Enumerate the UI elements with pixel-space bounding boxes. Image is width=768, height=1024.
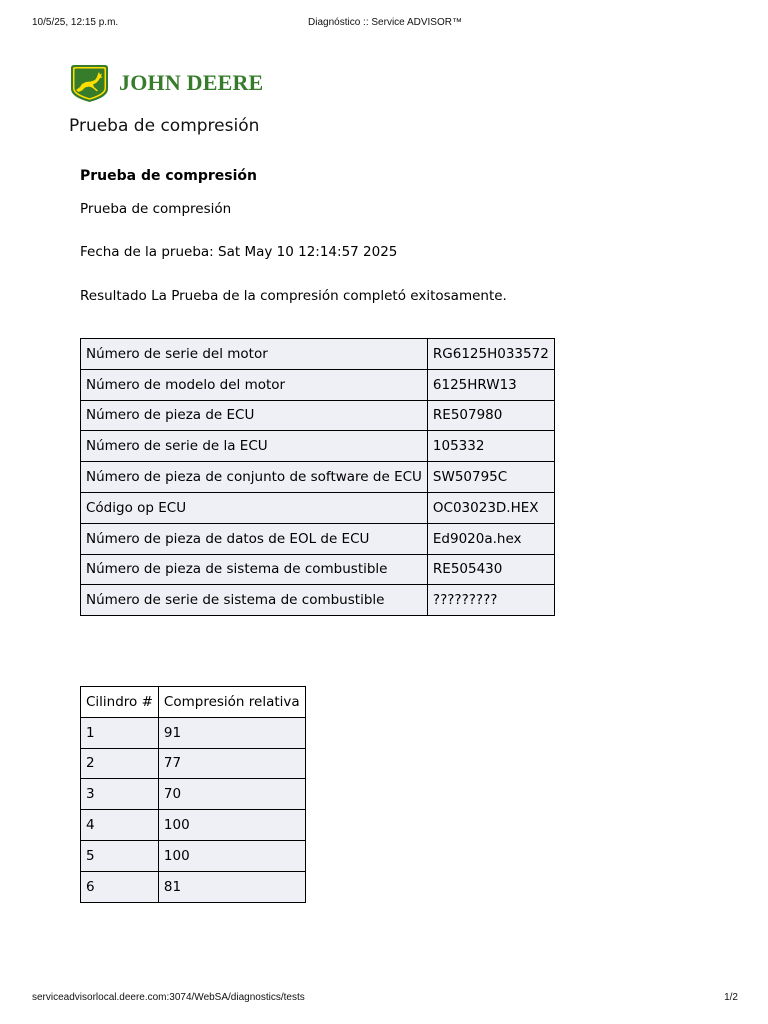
table-row [81, 717, 306, 748]
relative-compression-value: 81 [158, 871, 305, 902]
leaping-deer-icon [69, 65, 110, 102]
info-label: Número de serie del motor [81, 339, 428, 370]
info-value: 105332 [427, 431, 554, 462]
info-label: Número de modelo del motor [81, 369, 428, 400]
table-row [81, 339, 555, 370]
info-label: Número de serie de sistema de combustible [81, 585, 428, 616]
brand-name: JOHN DEERE [119, 70, 264, 95]
print-footer [32, 992, 738, 1006]
info-value: SW50795C [427, 462, 554, 493]
test-name: Prueba de compresión [80, 201, 232, 217]
info-label: Número de serie de la ECU [81, 431, 428, 462]
info-value: RE507980 [427, 400, 554, 431]
table-row [81, 431, 555, 462]
info-value: ????????? [427, 585, 554, 616]
info-value: 6125HRW13 [427, 369, 554, 400]
cylinder-number: 3 [81, 779, 159, 810]
print-header [32, 17, 738, 31]
info-value: RG6125H033572 [427, 339, 554, 370]
print-page-number: 1/2 [724, 992, 738, 1003]
table-row [81, 369, 555, 400]
relative-compression-value: 100 [158, 810, 305, 841]
john-deere-logo [69, 64, 263, 102]
print-datetime: 10/5/25, 12:15 p.m. [32, 17, 119, 28]
print-url: serviceadvisorlocal.deere.com:3074/WebSA/diagnostics/tests [32, 992, 305, 1003]
table-row [81, 492, 555, 523]
table-row [81, 523, 555, 554]
info-label: Número de pieza de datos de EOL de ECU [81, 523, 428, 554]
info-value: OC03023D.HEX [427, 492, 554, 523]
info-label: Número de pieza de conjunto de software de ECU [81, 462, 428, 493]
relative-compression-value: 91 [158, 717, 305, 748]
table-row [81, 554, 555, 585]
test-result: Resultado La Prueba de la compresión completó exitosamente. [80, 288, 507, 304]
cylinder-number: 5 [81, 840, 159, 871]
relative-compression-value: 100 [158, 840, 305, 871]
print-page-title: Diagnóstico :: Service ADVISOR™ [308, 17, 462, 28]
column-header-cylinder: Cilindro # [81, 687, 159, 718]
info-value: Ed9020a.hex [427, 523, 554, 554]
info-label: Número de pieza de ECU [81, 400, 428, 431]
table-row [81, 462, 555, 493]
table-row [81, 810, 306, 841]
table-row [81, 871, 306, 902]
cylinder-number: 1 [81, 717, 159, 748]
page-title: Prueba de compresión [69, 116, 260, 136]
info-value: RE505430 [427, 554, 554, 585]
table-header-row [81, 687, 306, 718]
info-label: Código op ECU [81, 492, 428, 523]
relative-compression-value: 77 [158, 748, 305, 779]
table-row [81, 840, 306, 871]
cylinder-number: 6 [81, 871, 159, 902]
test-date: Fecha de la prueba: Sat May 10 12:14:57 2025 [80, 244, 398, 260]
test-heading: Prueba de compresión [80, 168, 258, 184]
table-row [81, 779, 306, 810]
cylinder-number: 4 [81, 810, 159, 841]
engine-info-table [80, 338, 555, 616]
info-label: Número de pieza de sistema de combustible [81, 554, 428, 585]
column-header-relative-compression: Compresión relativa [158, 687, 305, 718]
table-row [81, 585, 555, 616]
table-row [81, 748, 306, 779]
compression-table [80, 686, 306, 903]
relative-compression-value: 70 [158, 779, 305, 810]
cylinder-number: 2 [81, 748, 159, 779]
table-row [81, 400, 555, 431]
